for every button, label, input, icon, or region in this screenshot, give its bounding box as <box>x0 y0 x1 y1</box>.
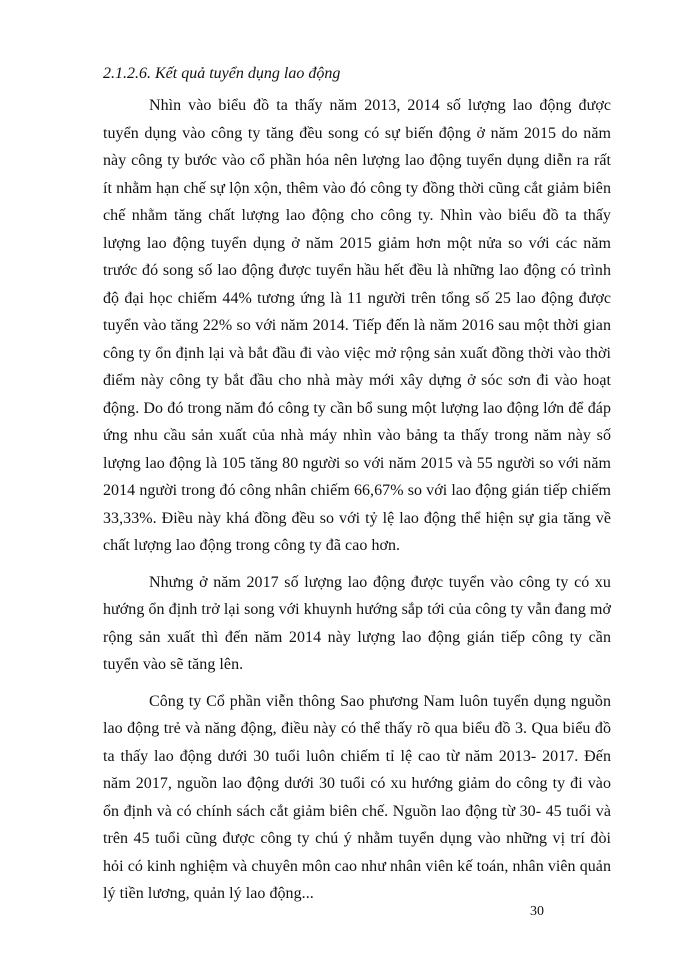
paragraph-age-structure: Công ty Cổ phần viễn thông Sao phương Nam luôn tuyển dụng nguồn lao động trẻ và năng động, điều này có thể thấy rõ qua biểu đồ 3. Qua biểu đồ ta thấy lao động dưới 30 tuổi luôn chiếm tỉ lệ cao từ năm 2013- 2017. Đến năm 2017, nguồn lao động dưới 30 tuổi có xu hướng giảm do công ty đi vào ổn định và có chính sách cắt giảm biên chế. Nguồn lao động từ 30- 45 tuổi và trên 45 tuổi cũng được công ty chú ý nhằm tuyển dụng vào những vị trí đòi hỏi có kinh nghiệm và chuyên môn cao như nhân viên kế toán, nhân viên quản lý tiền lương, quản lý lao động... <box>103 692 611 902</box>
paragraph-recruitment-results: Nhìn vào biểu đồ ta thấy năm 2013, 2014 số lượng lao động được tuyển dụng vào công ty tăng đều song có sự biến động ở năm 2015 do năm này công ty bước vào cổ phần hóa nên lượng lao động tuyển dụng diễn ra rất ít nhằm hạn chế sự lộn xộn, thêm vào đó công ty đồng thời cũng cắt giảm biên chế nhằm tăng chất lượng lao động cho công ty. Nhìn vào biểu đồ ta thấy lượng lao động tuyển dụng ở năm 2015 giảm hơn một nửa so với các năm trước đó song số lao động được tuyển hầu hết đều là những lao động có trình độ đại học chiếm 44% tương ứng là 11 người trên tổng số 25 lao động được tuyển vào tăng 22% so với năm 2014. Tiếp đến là năm 2016 sau một thời gian công ty ổn định lại và bắt đầu đi vào việc mở rộng sản xuất đồng thời vào thời điểm này công ty bắt đầu cho nhà mày mới xây dựng ở sóc sơn đi vào hoạt động. Do đó trong năm đó công ty cần bổ sung một lượng lao động lớn để đáp ứng nhu cầu sản xuất của nhà máy nhìn vào bảng ta thấy trong năm này số lượng lao động là 105 tăng 80 người so với năm 2015 và 55 người so với năm 2014 người trong đó công nhân chiếm 66,67% so với lao động gián tiếp chiếm 33,33%. Điều này khá đồng đều so với tỷ lệ lao động thể hiện sự gia tăng về chất lượng lao động trong công ty đã cao hơn. <box>103 97 611 554</box>
paragraph-2017-trend: Nhưng ở năm 2017 số lượng lao động được tuyển vào công ty có xu hướng ổn định trở lại song với khuynh hướng sắp tới của công ty vẫn đang mở rộng sản xuất thì đến năm 2014 này lượng lao động gián tiếp công ty cần tuyển vào sẽ tăng lên. <box>103 573 611 673</box>
section-heading: 2.1.2.6. Kết quả tuyển dụng lao động <box>103 65 341 82</box>
body-text <box>103 92 611 917</box>
page-number: 30 <box>530 904 544 919</box>
